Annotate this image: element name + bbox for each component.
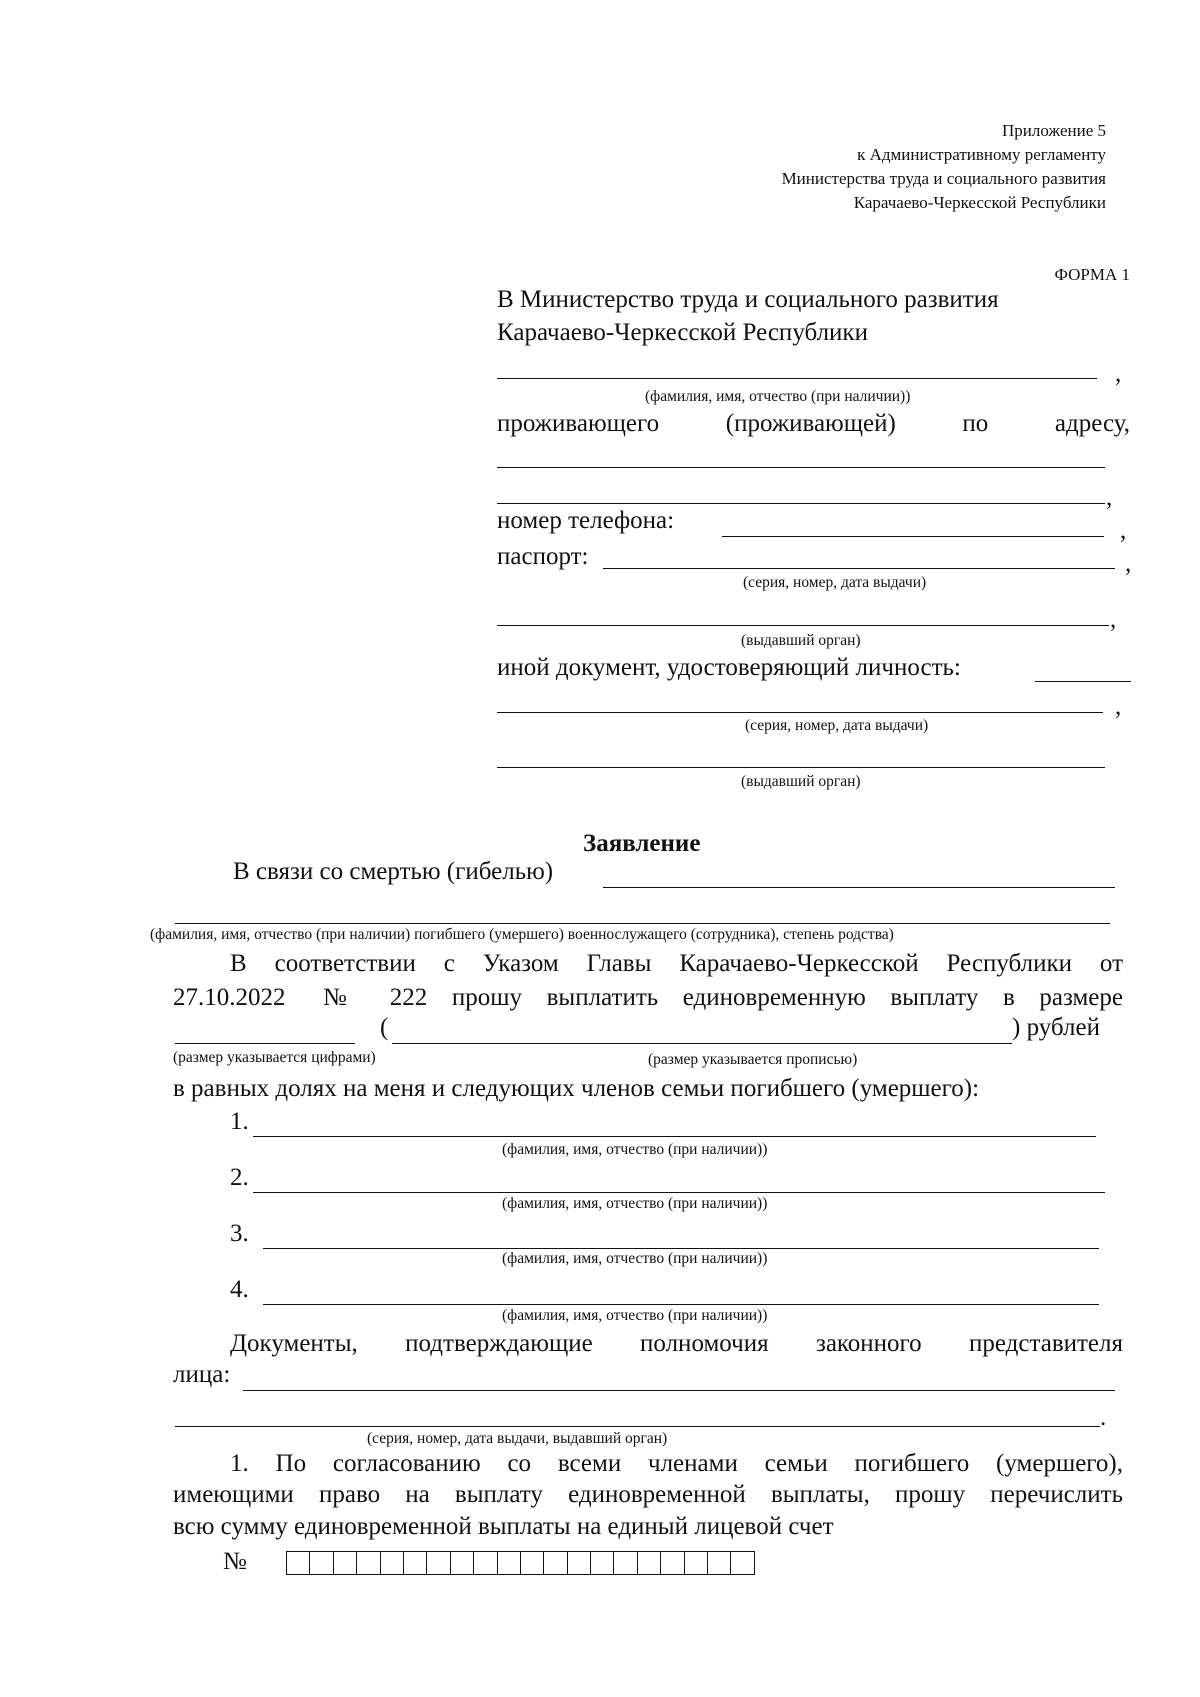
applicant-fio-line[interactable]	[497, 378, 1097, 379]
member-1-line[interactable]	[253, 1136, 1096, 1137]
account-digit-box[interactable]	[404, 1551, 427, 1575]
header-ministry: Министерства труда и социального развития	[781, 169, 1106, 188]
account-digit-box[interactable]	[451, 1551, 474, 1575]
member-3-line[interactable]	[263, 1248, 1099, 1249]
death-line-1[interactable]	[603, 887, 1115, 888]
rep-docs-hint: (серия, номер, дата выдачи, выдавший орган)	[367, 1430, 668, 1447]
amount-digits-line[interactable]	[175, 1043, 355, 1044]
rep-docs-line-1-input[interactable]	[243, 1390, 1115, 1391]
account-number-boxes[interactable]	[286, 1551, 755, 1575]
account-digit-box[interactable]	[287, 1551, 310, 1575]
header-appendix: Приложение 5	[1002, 121, 1106, 140]
header-republic: Карачаево-Черкесской Республики	[853, 193, 1106, 212]
account-digit-box[interactable]	[474, 1551, 497, 1575]
member-4-line[interactable]	[263, 1304, 1099, 1305]
amount-digits-hint: (размер указывается цифрами)	[173, 1049, 376, 1066]
shares-line: в равных долях на меня и следующих членов семьи погибшего (умершего):	[173, 1075, 980, 1102]
passport-line[interactable]	[603, 568, 1115, 569]
decree-line-2: № 222 прошу выплатить единовременную выплату в размере	[323, 984, 1123, 1011]
account-digit-box[interactable]	[381, 1551, 404, 1575]
rep-docs-line-1: Документы, подтверждающие полномочия законного представителя	[230, 1330, 1123, 1357]
member-2-hint: (фамилия, имя, отчество (при наличии))	[502, 1195, 768, 1212]
address-line-2[interactable]	[497, 503, 1105, 504]
decree-date: 27.10.2022	[173, 984, 286, 1011]
member-3-number: 3.	[230, 1220, 249, 1247]
member-2-line[interactable]	[253, 1192, 1105, 1193]
member-4-hint: (фамилия, имя, отчество (при наличии))	[502, 1307, 768, 1324]
account-digit-box[interactable]	[310, 1551, 333, 1575]
account-digit-box[interactable]	[708, 1551, 731, 1575]
account-digit-box[interactable]	[638, 1551, 661, 1575]
account-digit-box[interactable]	[591, 1551, 614, 1575]
paragraph-1-line-3: всю сумму единовременной выплаты на единый лицевой счет	[173, 1513, 834, 1540]
decree-line-1: В соответствии с Указом Главы Карачаево-Черкесской Республики от	[230, 950, 1123, 977]
member-1-hint: (фамилия, имя, отчество (при наличии))	[502, 1141, 768, 1158]
header-regulation: к Административному регламенту	[857, 145, 1106, 164]
member-2-number: 2.	[230, 1164, 249, 1191]
passport-issuer-line[interactable]	[497, 625, 1109, 626]
account-digit-box[interactable]	[731, 1551, 754, 1575]
comma: ,	[1106, 484, 1113, 511]
document-title: Заявление	[583, 830, 701, 857]
amount-words-hint: (размер указывается прописью)	[648, 1051, 858, 1068]
account-digit-box[interactable]	[521, 1551, 544, 1575]
account-digit-box[interactable]	[498, 1551, 521, 1575]
member-1-number: 1.	[230, 1108, 249, 1135]
account-digit-box[interactable]	[661, 1551, 684, 1575]
member-4-number: 4.	[230, 1276, 249, 1303]
death-hint: (фамилия, имя, отчество (при наличии) погибшего (умершего) военнослужащего (сотрудника), степень родства)	[150, 926, 894, 943]
account-number-label: №	[223, 1548, 247, 1575]
phone-line[interactable]	[722, 536, 1104, 537]
account-digit-box[interactable]	[357, 1551, 380, 1575]
address-label: проживающего (проживающей) по адресу,	[497, 410, 1130, 437]
paragraph-1-line-1: 1. По согласованию со всеми членами семьи погибшего (умершего),	[230, 1450, 1123, 1477]
passport-hint: (серия, номер, дата выдачи)	[743, 574, 927, 591]
other-doc-issuer-line[interactable]	[497, 767, 1105, 768]
comma: ,	[1125, 550, 1132, 577]
passport-label: паспорт:	[497, 543, 589, 570]
amount-open-paren: (	[380, 1014, 389, 1041]
paragraph-1-line-2: имеющими право на выплату единовременной выплаты, прошу перечислить	[173, 1481, 1123, 1508]
account-digit-box[interactable]	[544, 1551, 567, 1575]
addressee-line-1: В Министерство труда и социального развития	[497, 286, 999, 313]
form-label: ФОРМА 1	[1054, 265, 1130, 284]
member-3-hint: (фамилия, имя, отчество (при наличии))	[502, 1250, 768, 1267]
other-issuer-hint: (выдавший орган)	[741, 773, 861, 790]
issuer-hint: (выдавший орган)	[741, 632, 861, 649]
account-digit-box[interactable]	[685, 1551, 708, 1575]
death-line-2[interactable]	[175, 923, 1110, 924]
rep-docs-period: .	[1100, 1404, 1107, 1431]
account-digit-box[interactable]	[568, 1551, 591, 1575]
comma: ,	[1115, 693, 1122, 720]
account-digit-box[interactable]	[427, 1551, 450, 1575]
amount-rubles: ) рублей	[1012, 1014, 1100, 1041]
account-digit-box[interactable]	[614, 1551, 637, 1575]
comma: ,	[1115, 360, 1122, 387]
other-doc-line-2[interactable]	[497, 712, 1103, 713]
amount-words-line[interactable]	[392, 1043, 1012, 1044]
other-doc-label: иной документ, удостоверяющий личность:	[497, 654, 961, 681]
other-doc-line-1[interactable]	[1035, 681, 1131, 682]
comma: ,	[1110, 606, 1117, 633]
fio-hint: (фамилия, имя, отчество (при наличии))	[645, 388, 911, 405]
comma: ,	[1120, 517, 1127, 544]
phone-label: номер телефона:	[497, 507, 675, 534]
rep-docs-line-2-input[interactable]	[175, 1426, 1100, 1427]
account-digit-box[interactable]	[334, 1551, 357, 1575]
rep-docs-label: лица:	[173, 1361, 231, 1388]
address-line-1[interactable]	[497, 467, 1105, 468]
other-doc-hint: (серия, номер, дата выдачи)	[745, 717, 929, 734]
death-label: В связи со смертью (гибелью)	[233, 858, 554, 885]
addressee-line-2: Карачаево-Черкесской Республики	[497, 319, 868, 346]
